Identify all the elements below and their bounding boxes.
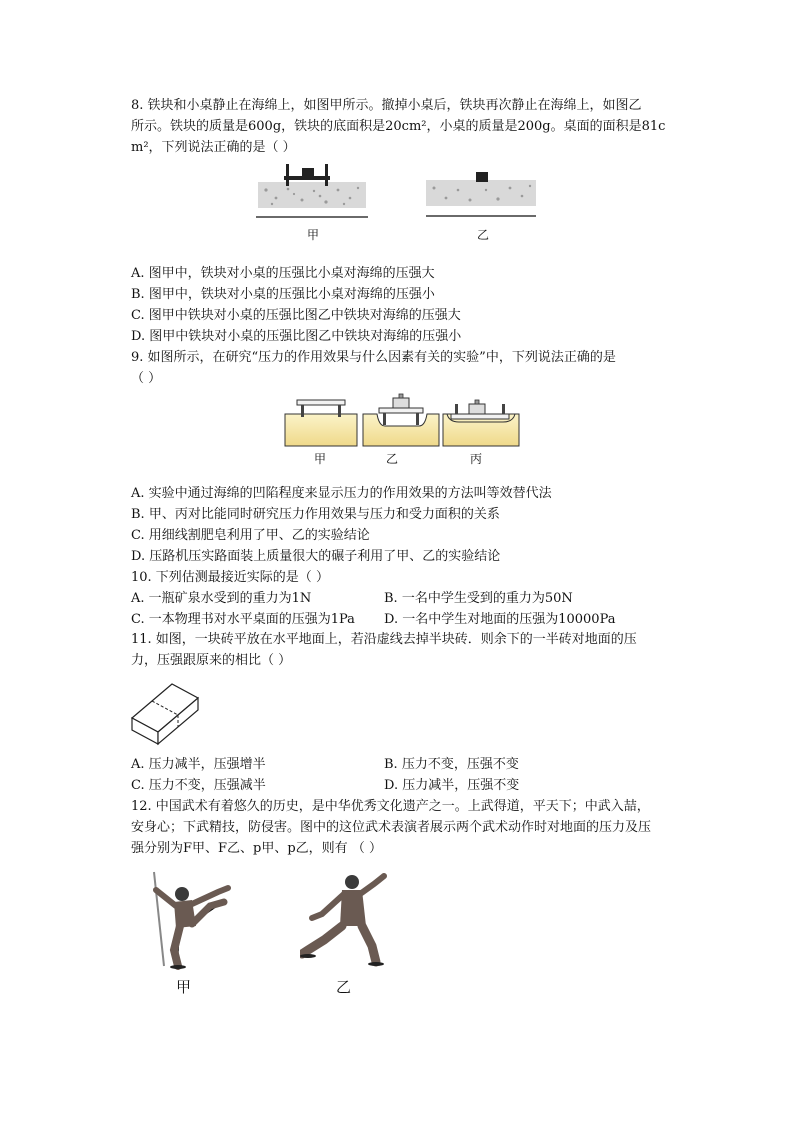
q8-option-d: D. 图甲中铁块对小桌的压强比图乙中铁块对海绵的压强小 [131, 329, 462, 344]
q9-option-a: A. 实验中通过海绵的凹陷程度来显示压力的作用效果的方法叫等效替代法 [131, 486, 552, 501]
q8-caption-yi: 乙 [477, 228, 490, 242]
q10-option-c: C. 一本物理书对水平桌面的压强为1Pa [131, 612, 355, 627]
q11-line2: 力，压强跟原来的相比（ ） [131, 653, 292, 668]
q10-line1: 10. 下列估测最接近实际的是（ ） [131, 570, 329, 585]
q8-line3: m²，下列说法正确的是（ ） [131, 140, 296, 155]
q11-option-d: D. 压力减半，压强不变 [384, 778, 520, 793]
q9-caption-jia: 甲 [314, 452, 327, 466]
q12-caption-jia: 甲 [176, 978, 192, 996]
q9-line2: （ ） [131, 371, 162, 386]
q10-option-d: D. 一名中学生对地面的压强为10000Pa [384, 612, 616, 627]
q9-caption-bing: 丙 [470, 452, 483, 466]
q9-option-b: B. 甲、丙对比能同时研究压力作用效果与压力和受力面积的关系 [131, 507, 500, 522]
q8-option-c: C. 图甲中铁块对小桌的压强比图乙中铁块对海绵的压强大 [131, 308, 461, 323]
q11-line1: 11. 如图，一块砖平放在水平地面上，若沿虚线去掉半块砖．则余下的一半砖对地面的压 [131, 632, 637, 647]
q11-option-a: A. 压力减半，压强增半 [131, 757, 266, 772]
q8-caption-jia: 甲 [307, 228, 320, 242]
q9-line1: 9. 如图所示，在研究“压力的作用效果与什么因素有关的实验”中，下列说法正确的是 [131, 350, 616, 365]
q11-brick-figure [130, 678, 200, 746]
q12-line2: 安身心；下武精技，防侵害。图中的这位武术表演者展示两个武术动作时对地面的压力及压 [131, 820, 652, 835]
q9-option-d: D. 压路机压实路面装上质量很大的碾子利用了甲、乙的实验结论 [131, 549, 501, 564]
q8-option-a: A. 图甲中，铁块对小桌的压强比小桌对海绵的压强大 [131, 266, 435, 281]
q10-option-b: B. 一名中学生受到的重力为50N [384, 591, 573, 606]
q9-option-c: C. 用细线割肥皂利用了甲、乙的实验结论 [131, 528, 370, 543]
q11-option-c: C. 压力不变，压强减半 [131, 778, 266, 793]
q12-caption-yi: 乙 [336, 978, 352, 996]
q8-line2: 所示。铁块的质量是600g，铁块的底面积是20cm²，小桌的质量是200g。桌面的面积是81c [131, 119, 666, 134]
q12-line1: 12. 中国武术有着悠久的历史，是中华优秀文化遗产之一。上武得道，平天下；中武入喆， [131, 799, 650, 814]
q8-option-b: B. 图甲中，铁块对小桌的压强比小桌对海绵的压强小 [131, 287, 435, 302]
q12-line3: 强分别为F甲、F乙、p甲、p乙，则有 （ ） [131, 841, 382, 856]
q10-option-a: A. 一瓶矿泉水受到的重力为1N [131, 591, 312, 606]
q8-figure-yi [424, 166, 538, 222]
q11-option-b: B. 压力不变，压强不变 [384, 757, 519, 772]
q9-caption-yi: 乙 [386, 452, 399, 466]
q8-figure-jia [254, 160, 370, 222]
q9-figure [283, 392, 521, 448]
q12-martial-artist-jia [130, 866, 240, 970]
q12-martial-artist-yi [300, 870, 400, 970]
q8-line1: 8. 铁块和小桌静止在海绵上，如图甲所示。撤掉小桌后，铁块再次静止在海绵上，如图乙 [131, 98, 642, 113]
